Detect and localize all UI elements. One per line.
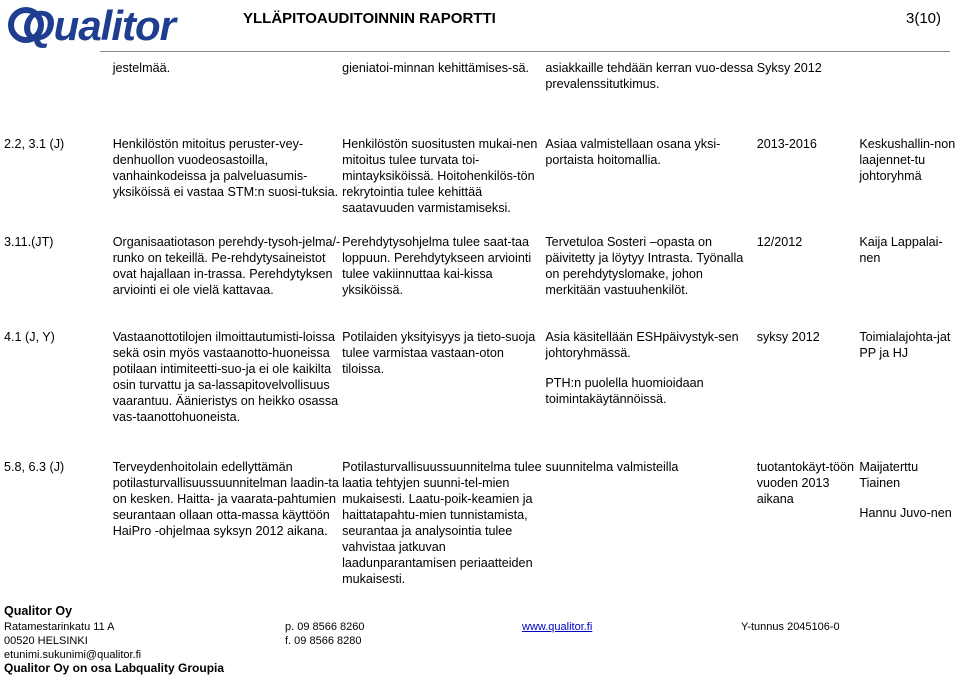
action-text-secondary: PTH:n puolella huomioidaan toimintakäytännöissä.	[545, 376, 704, 406]
footer-business-id: Y-tunnus 2045106-0	[741, 621, 840, 633]
logo-text: Qualitor	[22, 2, 176, 49]
qualitor-logo	[8, 2, 178, 50]
cell-recommendation: Potilasturvallisuussuunnitelma tulee laatia tehtyjen suunni-tel-mien mukaisesti. Laatu-poik-keamien ja haittatapahtu-mien tunnistamista, seurantaa ja analysointia tulee vahvistaa jatkuvan laadunparantamisen periaatteiden mukaisesti.	[342, 460, 542, 586]
cell-id	[0, 60, 113, 134]
cell-recommendation: Perehdytysohjelma tulee saat-taa loppuun. Perehdytykseen arviointi tulee vakiinnuttaa kai-kissa yksiköissä.	[342, 235, 532, 297]
cell-responsible	[859, 60, 960, 134]
cell-finding: Organisaatiotason perehdy-tysoh-jelma/-runko on tekeillä. Pe-rehdytysaineistot ovat hajallaan in-trassa. Perehdytyksen arviointi ei ole vielä kattavaa.	[112, 235, 341, 297]
cell-recommendation: Henkilöstön suositusten mukai-nen mitoitus tulee turvata toi-mintayksiköissä. Hoitohenkilös-tön rekrytointia tulee kehittää saatavuuden varmistamiseksi.	[342, 137, 538, 215]
cell-finding: jestelmää.	[112, 61, 171, 75]
cell-schedule: syksy 2012	[756, 330, 820, 344]
footer-email: etunimi.sukunimi@qualitor.fi	[4, 649, 142, 661]
cell-recommendation: gieniatoi-minnan kehittämises-sä.	[342, 61, 530, 75]
cell-finding: Vastaanottotilojen ilmoittautumisti-loissa sekä osin myös vastaanotto-huoneissa potilaan intimiteetti-suo-ja ei ole kaikilta osin turvattu ja sa-lassapitovelvollisuus vaarantuu. Äänieristys on heikko osassa vas-taanottohuoneista.	[112, 330, 339, 424]
cell-schedule: tuotantokäyt-töön vuoden 2013 aikana	[756, 460, 855, 506]
responsible-primary: Maijaterttu Tiainen	[859, 460, 919, 490]
cell-action: Tervetuloa Sosteri –opasta on päivitetty ja löytyy Intrasta. Työnalla on perehdytyslomake, johon merkitään vastuuhenkilöt.	[545, 235, 744, 297]
footer-website-link[interactable]: www.qualitor.fi	[522, 621, 593, 633]
cell-responsible: Kaija Lappalai-nen	[859, 235, 943, 265]
audit-table	[0, 60, 960, 589]
cell-responsible: Keskushallin-non laajennet-tu johtoryhmä	[859, 137, 956, 183]
footer-city: 00520 HELSINKI	[4, 635, 88, 647]
table-row	[0, 234, 960, 327]
footer-phone: p. 09 8566 8260	[285, 621, 365, 633]
cell-schedule: 2013-2016	[756, 137, 817, 151]
cell-action: suunnitelma valmisteilla	[545, 460, 679, 474]
header-divider	[100, 51, 950, 52]
cell-id: 5.8, 6.3 (J)	[4, 460, 65, 474]
footer-group-note: Qualitor Oy on osa Labquality Groupia	[4, 661, 225, 675]
page-header	[0, 0, 960, 50]
cell-responsible: Toimialajohta-jat PP ja HJ	[859, 330, 951, 360]
responsible-secondary: Hannu Juvo-nen	[859, 506, 952, 520]
cell-finding: Henkilöstön mitoitus peruster-vey-denhuollon vuodeosastoilla, vanhainkodeissa ja palveluasumis-yksiköissä ei vastaa STM:n suosi-tuksia.	[112, 137, 339, 199]
cell-action: Asiaa valmistellaan osana yksi-portaista hoitomallia.	[545, 137, 721, 167]
cell-id: 3.11.(JT)	[4, 235, 54, 249]
cell-recommendation: Potilaiden yksityisyys ja tieto-suoja tulee varmistaa vastaan-oton tiloissa.	[342, 330, 536, 376]
table-row	[0, 459, 960, 589]
cell-action	[545, 329, 756, 457]
cell-schedule: Syksy 2012	[756, 61, 822, 75]
cell-id: 2.2, 3.1 (J)	[4, 137, 65, 151]
cell-id: 4.1 (J, Y)	[4, 330, 55, 344]
footer-company: Qualitor Oy	[4, 604, 73, 618]
table-row	[0, 329, 960, 457]
footer-street: Ratamestarinkatu 11 A	[4, 621, 115, 633]
table-row	[0, 60, 960, 134]
table-row	[0, 136, 960, 232]
cell-finding: Terveydenhoitolain edellyttämän potilasturvallisuussuunnitelman laadin-ta on kesken. Haitta- ja vaarata-pahtumien seurantaan ollaan otta-massa käyttöön HaiPro -ohjelmaa syksyn 2012 aikana.	[112, 460, 339, 538]
cell-responsible	[859, 459, 960, 589]
cell-schedule: 12/2012	[756, 235, 803, 249]
action-text: Asia käsitellään ESHpäivystyk-sen johtoryhmässä.	[545, 330, 739, 360]
document-title: YLLÄPITOAUDITOINNIN RAPORTTI	[243, 10, 496, 27]
page-number: 3(10)	[906, 10, 942, 27]
footer-fax: f. 09 8566 8280	[285, 635, 362, 647]
cell-action: asiakkaille tehdään kerran vuo-dessa prevalenssitutkimus.	[545, 61, 754, 91]
